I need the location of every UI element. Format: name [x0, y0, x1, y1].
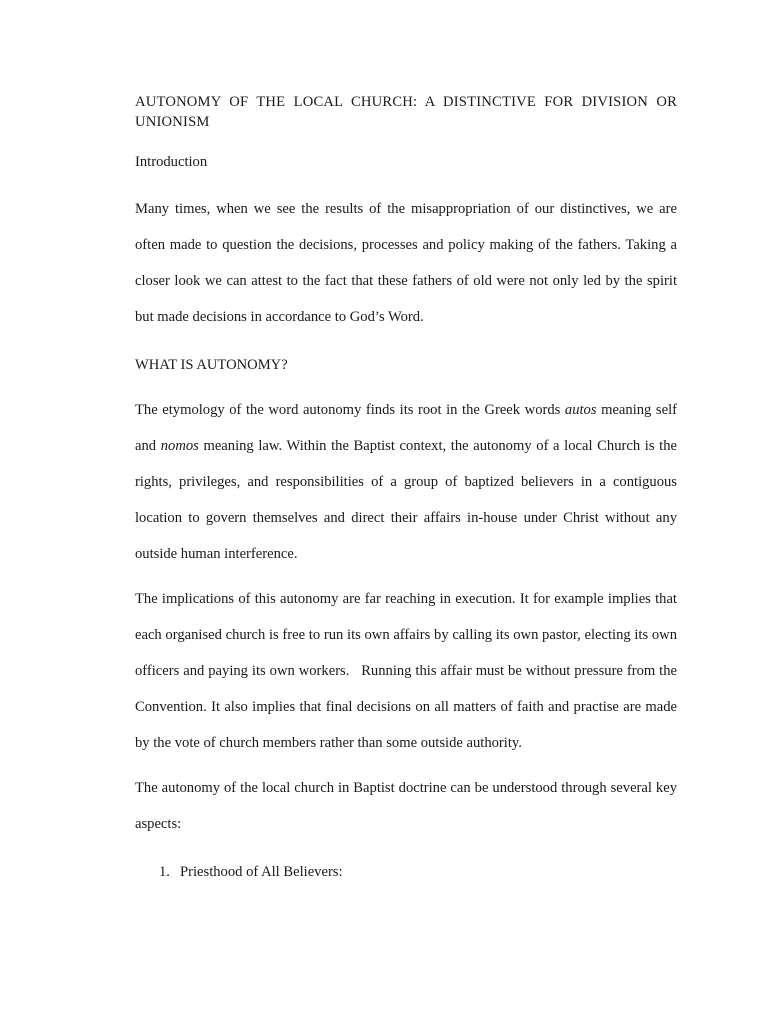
aspects-list — [135, 862, 677, 882]
introduction-heading: Introduction — [135, 154, 208, 170]
etymology-paragraph — [135, 392, 677, 572]
greek-term-nomos: nomos — [160, 438, 199, 454]
greek-term-autos: autos — [564, 402, 597, 418]
document-title: AUTONOMY OF THE LOCAL CHURCH: A DISTINCTIVE FOR DIVISION OR UNIONISM — [135, 94, 677, 130]
list-item-number: 1. — [159, 864, 170, 880]
etymology-text-1: The etymology of the word autonomy finds its root in the Greek words — [135, 402, 565, 418]
etymology-text-2: meaning self and — [135, 402, 678, 454]
aspects-paragraph: The autonomy of the local church in Baptist doctrine can be understood through several key aspects: — [135, 780, 677, 832]
introduction-paragraph: Many times, when we see the results of the misappropriation of our distinctives, we are often made to question the decisions, processes and policy making of the fathers. Taking a closer look we can attest to the fact that these fathers of old were not only led by the spirit but made decisions in accordance to God’s Word. — [135, 201, 677, 325]
etymology-text-3: meaning law. Within the Baptist context, the autonomy of a local Church is the rights, privileges, and responsibilities of a group of baptized believers in a contiguous location to govern themselves and direct their affairs in-house under Christ without any outside human interference. — [135, 438, 677, 562]
document-page — [135, 92, 681, 882]
implications-paragraph: The implications of this autonomy are far reaching in execution. It for example implies that each organised church is free to run its own affairs by calling its own pastor, electing its own officers and paying its own workers. Running this affair must be without pressure from the Convention. It also implies that final decisions on all matters of faith and practise are made by the vote of church members rather than some outside authority. — [135, 591, 681, 751]
list-item — [135, 862, 677, 882]
list-item-text: Priesthood of All Believers: — [180, 864, 343, 880]
autonomy-heading: WHAT IS AUTONOMY? — [135, 357, 288, 373]
